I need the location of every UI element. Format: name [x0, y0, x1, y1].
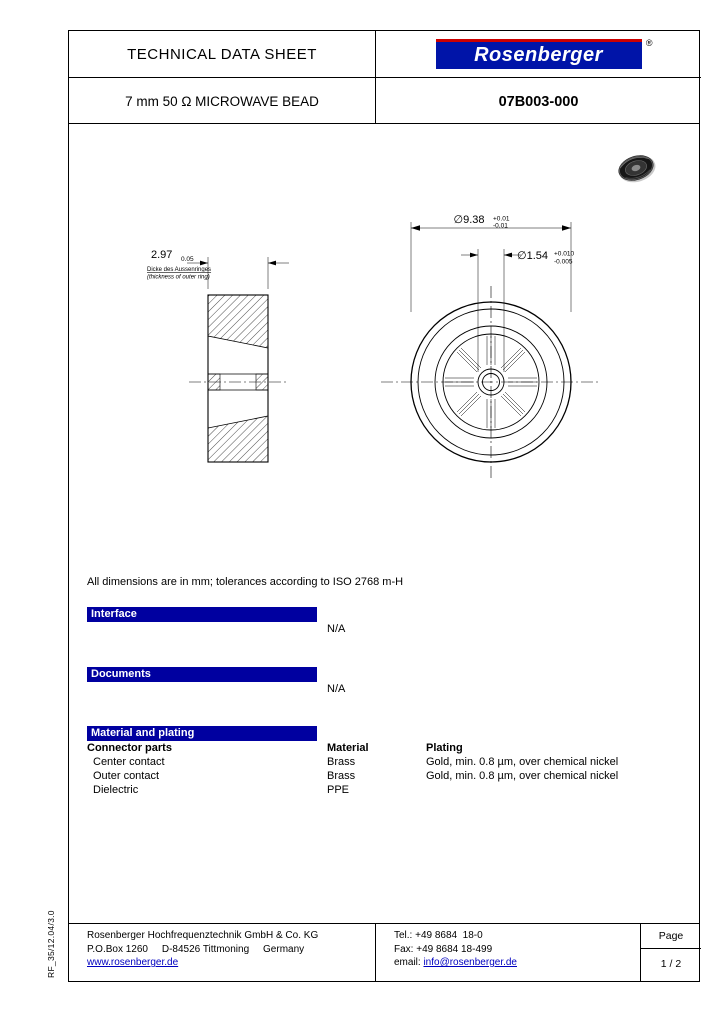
front-view	[381, 214, 601, 478]
material-table-header	[87, 742, 687, 754]
page-number: 1 / 2	[641, 948, 701, 981]
interface-value: N/A	[327, 623, 346, 635]
footer-table	[68, 924, 700, 982]
col-header-material: Material	[327, 742, 369, 754]
section-view	[147, 249, 289, 462]
website-link[interactable]: www.rosenberger.de	[87, 957, 179, 968]
phone-number: Tel.: +49 8684 18-0	[394, 930, 483, 941]
dim-inner-tol-minus: -0.005	[554, 258, 573, 266]
part-plating: Gold, min. 0.8 µm, over chemical nickel	[426, 756, 619, 768]
table-row	[87, 784, 687, 796]
thickness-note-en: (thickness of outer ring)	[147, 274, 210, 281]
table-row	[87, 756, 687, 768]
product-cell	[69, 78, 376, 125]
dim-inner-tol-plus: +0.010	[554, 250, 575, 258]
email-label: email:	[394, 957, 424, 968]
logo-text: Rosenberger	[474, 44, 603, 67]
company-name: Rosenberger Hochfrequenztechnik GmbH & Co. KG	[87, 930, 319, 941]
bead-photo	[615, 151, 659, 187]
fax-number: Fax: +49 8684 18-499	[394, 943, 493, 955]
company-info	[69, 924, 376, 981]
technical-drawing	[69, 124, 701, 594]
header-table	[68, 30, 700, 124]
rosenberger-logo	[436, 37, 653, 70]
part-number: 07B003-000	[498, 93, 579, 110]
page-label: Page	[658, 930, 684, 942]
thickness-note-de: Dicke des Aussenringes	[147, 267, 212, 273]
dim-thickness-tolerance: 0.05	[181, 256, 194, 263]
part-material: Brass	[327, 756, 356, 768]
dim-outer-tol-minus: -0.01	[493, 222, 508, 230]
dim-outer-tol-plus: +0.01	[493, 215, 510, 223]
logo-cell	[376, 31, 701, 78]
logo-blue-box	[436, 42, 642, 69]
dim-thickness-label: 2.97	[151, 249, 173, 261]
main-frame	[68, 124, 700, 924]
company-address: P.O.Box 1260 D-84526 Tittmoning Germany	[87, 943, 305, 955]
section-header-interface: Interface	[87, 607, 317, 622]
email-line	[394, 956, 640, 970]
part-material: Brass	[327, 770, 356, 782]
email-link[interactable]: info@rosenberger.de	[423, 957, 517, 968]
dim-inner-label: ∅1.54	[517, 250, 548, 262]
part-material: PPE	[327, 784, 350, 796]
dim-outer-label: ∅9.38	[453, 214, 485, 226]
part-plating: Gold, min. 0.8 µm, over chemical nickel	[426, 770, 619, 782]
page-cell	[641, 924, 701, 981]
part-number-cell	[376, 78, 701, 125]
section-header-documents: Documents	[87, 667, 317, 682]
col-header-plating: Plating	[426, 742, 463, 754]
doc-title-cell	[69, 31, 376, 78]
product-name: 7 mm 50 Ω MICROWAVE BEAD	[125, 94, 319, 109]
part-name: Center contact	[93, 756, 165, 768]
registered-mark: ®	[645, 37, 653, 48]
revision-code: RF_35/12.04/3.0	[46, 910, 56, 978]
table-row	[87, 770, 687, 782]
doc-title: TECHNICAL DATA SHEET	[127, 45, 317, 63]
contact-info	[376, 924, 641, 981]
part-plating	[426, 784, 687, 796]
part-name: Dielectric	[93, 784, 139, 796]
dimensions-note: All dimensions are in mm; tolerances according to ISO 2768 m-H	[87, 576, 404, 588]
part-name: Outer contact	[93, 770, 160, 782]
col-header-parts: Connector parts	[87, 742, 172, 754]
documents-value: N/A	[327, 683, 346, 695]
section-header-material: Material and plating	[87, 726, 317, 741]
